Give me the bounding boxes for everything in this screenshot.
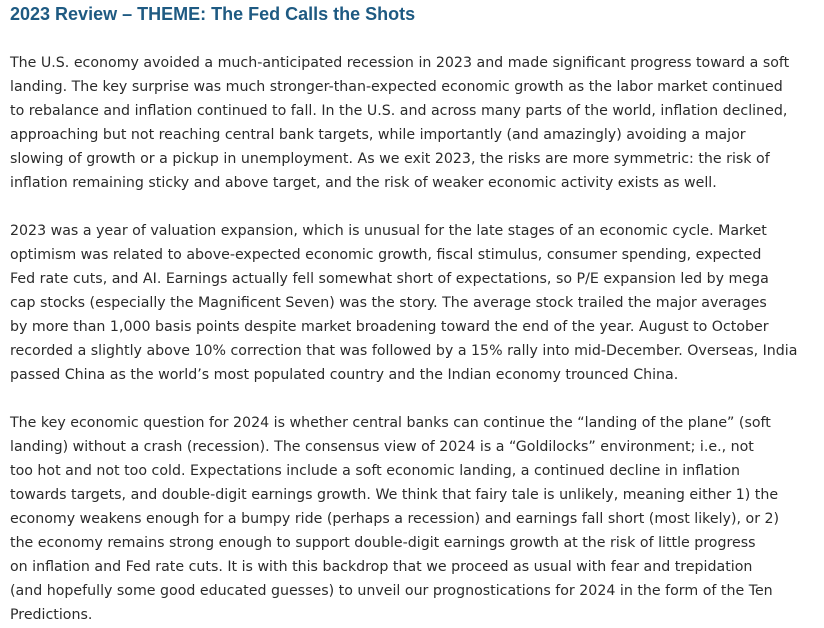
paragraph-2024-outlook [10, 411, 779, 627]
paragraph-line: The U.S. economy avoided a much-anticipated recession in 2023 and made significant progress toward a soft [10, 55, 790, 71]
paragraph-line: approaching but not reaching central bank targets, while importantly (and amazingly) avoiding a major [10, 127, 746, 143]
document-body [10, 0, 818, 623]
paragraph-line: 2023 was a year of valuation expansion, which is unusual for the late stages of an economic cycle. Market [10, 223, 767, 239]
paragraph-line: on inflation and Fed rate cuts. It is with this backdrop that we proceed as usual with fear and trepidation [10, 559, 753, 575]
page-title: 2023 Review – THEME: The Fed Calls the Shots [10, 4, 416, 24]
paragraph-line: slowing of growth or a pickup in unemployment. As we exit 2023, the risks are more symmetric: the risk of [10, 151, 770, 167]
paragraph-line: too hot and not too cold. Expectations include a soft economic landing, a continued decline in inflation [10, 463, 741, 479]
paragraph-line: optimism was related to above-expected economic growth, fiscal stimulus, consumer spending, expected [10, 247, 762, 263]
paragraph-line: recorded a slightly above 10% correction that was followed by a 15% rally into mid-December. Overseas, India [10, 343, 798, 359]
paragraph-line: (and hopefully some good educated guesses) to unveil our prognostications for 2024 in the form of the Ten [10, 583, 773, 599]
paragraph-line: towards targets, and double-digit earnings growth. We think that fairy tale is unlikely, meaning either 1) the [10, 487, 779, 503]
paragraph-line: by more than 1,000 basis points despite market broadening toward the end of the year. August to October [10, 319, 769, 335]
paragraph-line: cap stocks (especially the Magnificent Seven) was the story. The average stock trailed the major averages [10, 295, 767, 311]
paragraph-line: Predictions. [10, 607, 93, 623]
paragraph-line: Fed rate cuts, and AI. Earnings actually fell somewhat short of expectations, so P/E expansion led by mega [10, 271, 769, 287]
paragraph-line: economy weakens enough for a bumpy ride (perhaps a recession) and earnings fall short (most likely), or 2) [10, 511, 780, 527]
paragraph-line: landing. The key surprise was much stronger-than-expected economic growth as the labor market continued [10, 79, 783, 95]
paragraph-line: The key economic question for 2024 is whether central banks can continue the “landing of the plane” (soft [10, 415, 771, 431]
paragraph-line: the economy remains strong enough to support double-digit earnings growth at the risk of little progress [10, 535, 756, 551]
paragraph-line: landing) without a crash (recession). The consensus view of 2024 is a “Goldilocks” environment; i.e., not [10, 439, 754, 455]
paragraph-line: inflation remaining sticky and above target, and the risk of weaker economic activity exists as well. [10, 175, 717, 191]
paragraph-valuation-expansion [10, 219, 797, 387]
paragraph-line: passed China as the world’s most populated country and the Indian economy trounced China. [10, 367, 679, 383]
paragraph-2023-economy [10, 51, 789, 195]
paragraph-line: to rebalance and inflation continued to fall. In the U.S. and across many parts of the world, inflation declined, [10, 103, 788, 119]
